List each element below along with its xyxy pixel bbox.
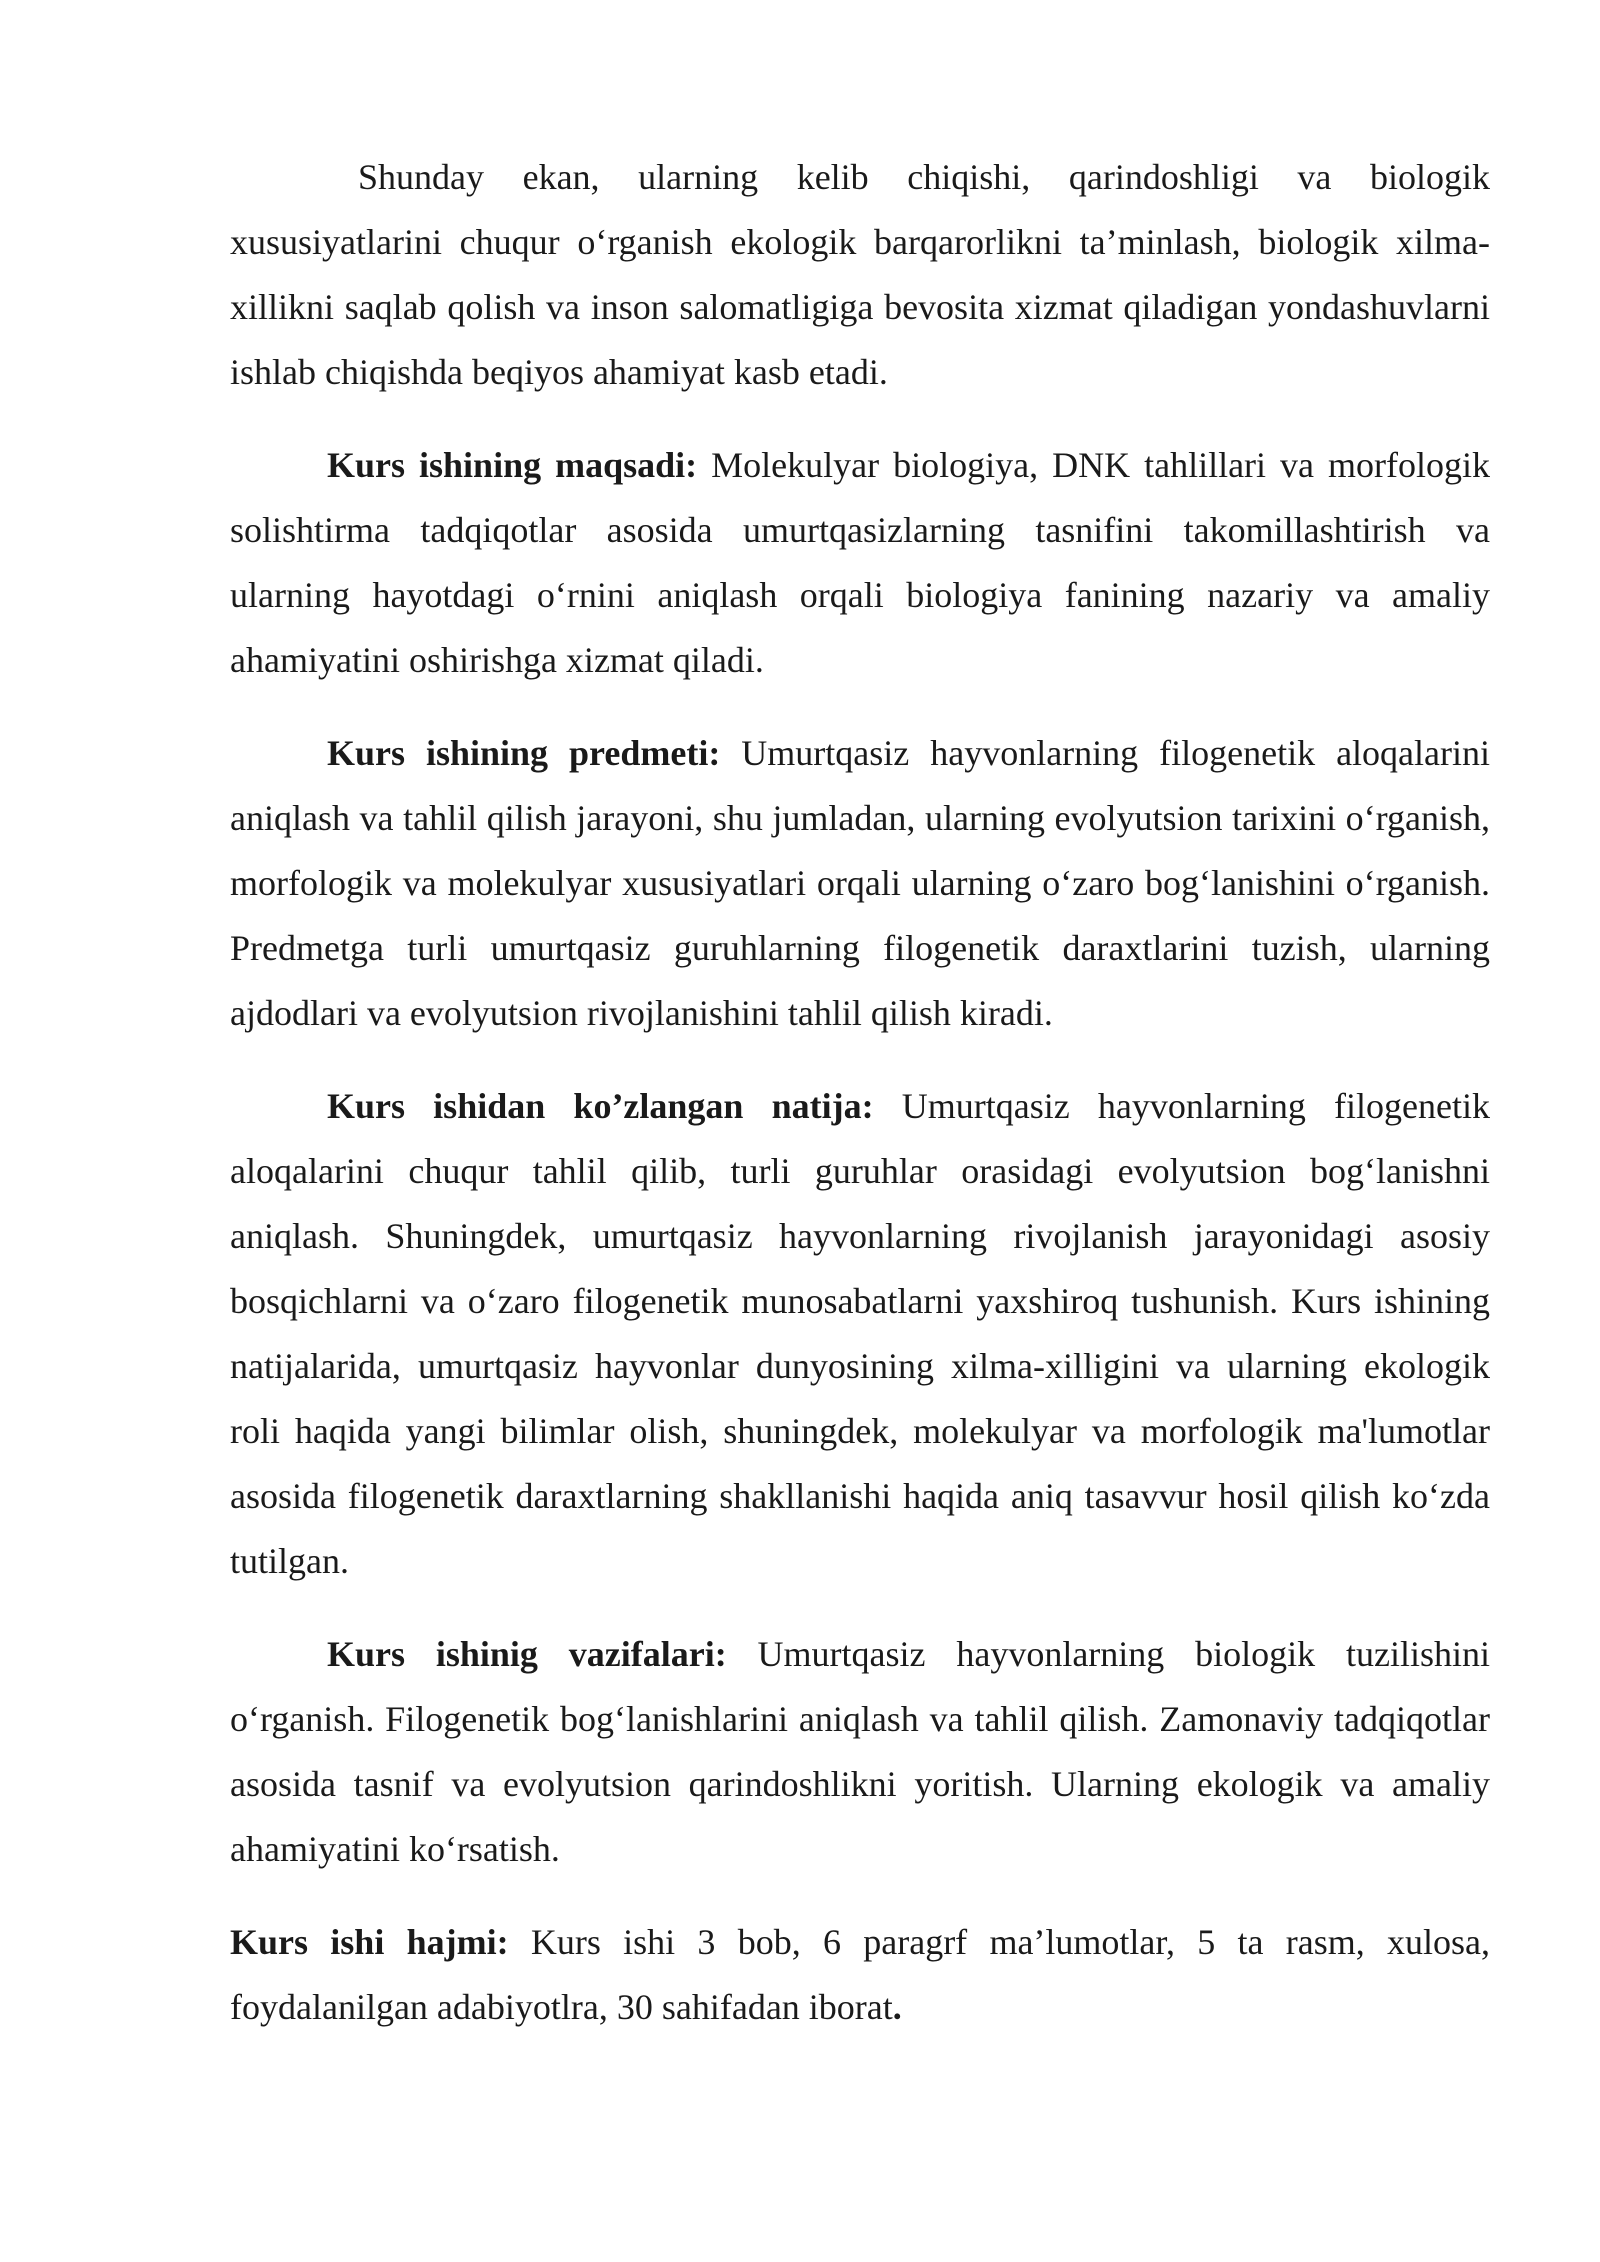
natija-text: Umurtqasiz hayvonlarning filogenetik aloqalarini chuqur tahlil qilib, turli guruhlar orasidagi evolyutsion bog‘lanishni aniqlash. Shuningdek, umurtqasiz hayvonlarning rivojlanish jarayonidagi asosiy bosqichlarni va o‘zaro filogenetik munosabatlarni yaxshiroq tushunish. Kurs ishining natijalarida, umurtqasiz hayvonlar dunyosining xilma-xilligini va ularning ekologik roli haqida yangi bilimlar olish, shuningdek, molekulyar va morfologik ma'lumotlar asosida filogenetik daraxtlarning shakllanishi haqida aniq tasavvur hosil qilish ko‘zda tutilgan. [230,1086,1490,1581]
maqsad-label: Kurs ishining maqsadi: [327,445,698,485]
paragraph-predmet [230,721,1490,1046]
paragraph-vazifa [230,1622,1490,1882]
hajm-label: Kurs ishi hajmi: [230,1922,509,1962]
maqsad-text: Molekulyar biologiya, DNK tahlillari va morfologik solishtirma tadqiqotlar asosida umurtqasizlarning tasnifini takomillashtirish va ularning hayotdagi o‘rnini aniqlash orqali biologiya fanining nazariy va amaliy ahamiyatini oshirishga xizmat qiladi. [230,445,1491,680]
predmet-text: Umurtqasiz hayvonlarning filogenetik aloqalarini aniqlash va tahlil qilish jarayoni, shu jumladan, ularning evolyutsion tarixini o‘rganish, morfologik va molekulyar xususiyatlari orqali ularning o‘zaro bog‘lanishini o‘rganish. Predmetga turli umurtqasiz guruhlarning filogenetik daraxtlarini tuzish, ularning ajdodlari va evolyutsion rivojlanishini tahlil qilish kiradi. [230,733,1490,1033]
document-body [230,145,1490,2068]
vazifa-label: Kurs ishinig vazifalari: [327,1634,727,1674]
hajm-text: Kurs ishi 3 bob, 6 paragrf ma’lumotlar, 5 ta rasm, xulosa, foydalanilgan adabiyotlra, 30 sahifadan iborat [230,1922,1490,2027]
paragraph-maqsad [230,433,1490,693]
paragraph-intro [230,145,1490,405]
paragraph-hajm [230,1910,1490,2040]
intro-text: Shunday ekan, ularning kelib chiqishi, qarindoshligi va biologik xususiyatlarini chuqur o‘rganish ekologik barqarorlikni ta’minlash, biologik xilma-xillikni saqlab qolish va inson salomatligiga bevosita xizmat qiladigan yondashuvlarni ishlab chiqishda beqiyos ahamiyat kasb etadi. [230,157,1490,392]
natija-label: Kurs ishidan ko’zlangan natija: [327,1086,874,1126]
predmet-label: Kurs ishining predmeti: [327,733,721,773]
hajm-end: . [892,1987,902,2027]
paragraph-natija [230,1074,1490,1594]
vazifa-text: Umurtqasiz hayvonlarning biologik tuzilishini o‘rganish. Filogenetik bog‘lanishlarini aniqlash va tahlil qilish. Zamonaviy tadqiqotlar asosida tasnif va evolyutsion qarindoshlikni yoritish. Ularning ekologik va amaliy ahamiyatini ko‘rsatish. [230,1634,1490,1869]
